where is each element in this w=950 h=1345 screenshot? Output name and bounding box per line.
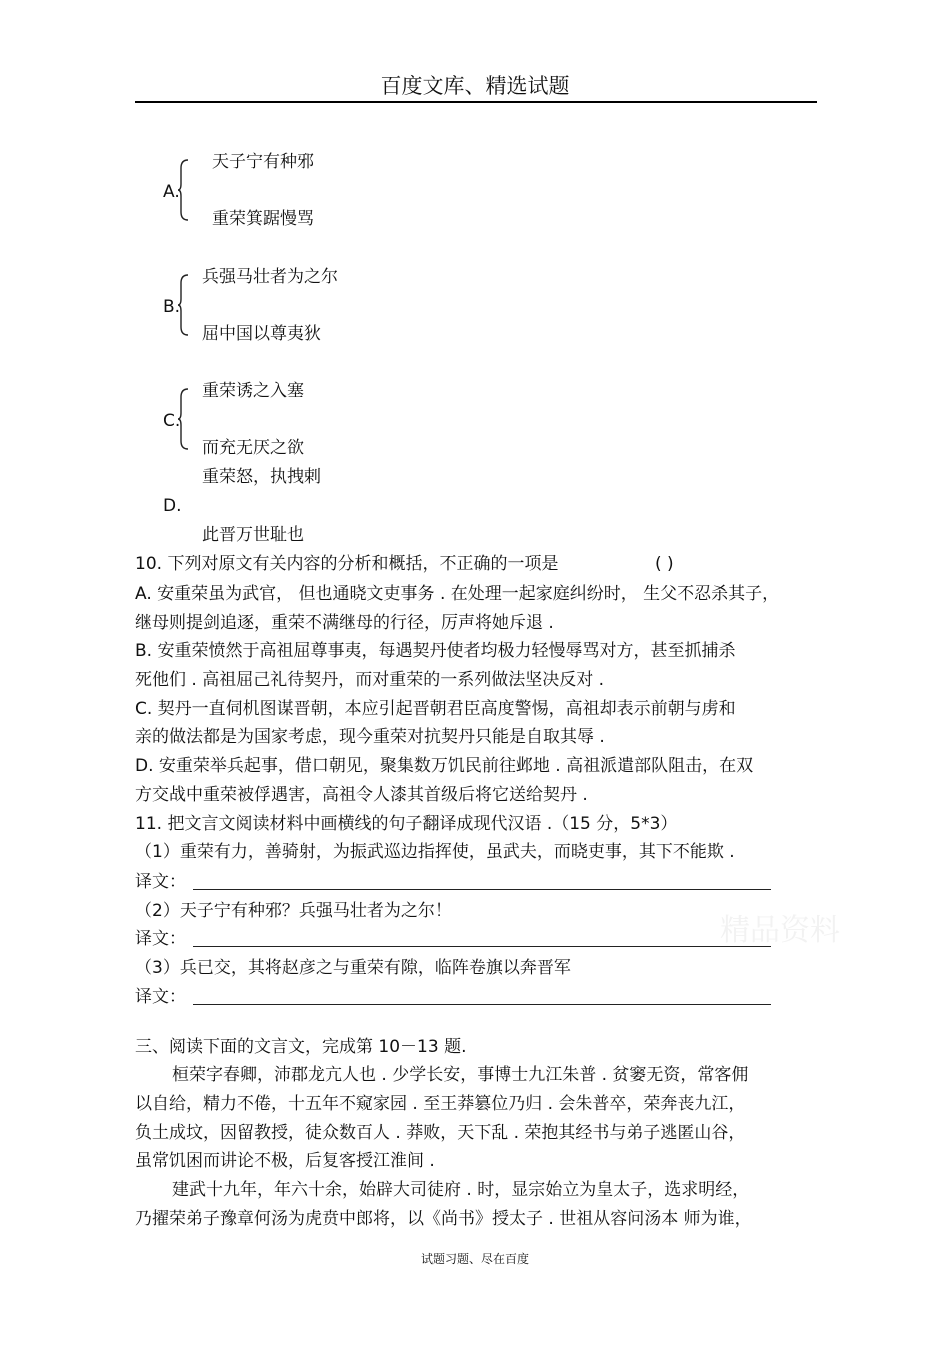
- q10-answer-paren: ( ): [655, 554, 674, 574]
- option-a-line2: 重荣箕踞慢骂: [212, 209, 314, 229]
- q10-stem: 10. 下列对原文有关内容的分析和概括，不正确的一项是: [135, 554, 559, 574]
- q10-line: C. 契丹一直伺机图谋晋朝，本应引起晋朝君臣高度警惕，高祖却表示前朝与虏和: [135, 699, 736, 719]
- section3-paragraph-line: 以自给，精力不倦，十五年不窥家园 . 至王莽篡位乃归 . 会朱普卒，荣奔丧九江，: [135, 1094, 746, 1114]
- q11-answer-line-1[interactable]: [193, 889, 771, 890]
- option-b-line1: 兵强马壮者为之尔: [202, 267, 338, 287]
- section3-paragraph-line: 桓荣字春卿，沛郡龙亢人也 . 少学长安，事博士九江朱普 . 贫窭无资，常客佣: [172, 1065, 749, 1085]
- option-d-line1: 重荣怒，执拽剌: [202, 467, 321, 487]
- option-c-line2: 而充无厌之欲: [202, 438, 304, 458]
- q11-answer-line-2[interactable]: [193, 946, 771, 947]
- option-d-line2: 此晋万世耻也: [202, 525, 304, 545]
- option-d-letter: D.: [163, 496, 182, 516]
- q10-line: B. 安重荣愤然于高祖屈尊事夷，每遇契丹使者均极力轻慢辱骂对方，甚至抓捕杀: [135, 641, 736, 661]
- option-c-letter: C.: [163, 411, 181, 431]
- q11-answer-label-3: 译文：: [135, 987, 186, 1007]
- q11-answer-label-1: 译文：: [135, 872, 186, 892]
- page-footer: 试题习题、尽在百度: [420, 1252, 529, 1266]
- q10-line: 死他们 . 高祖屈己礼待契丹，而对重荣的一系列做法坚决反对 .: [135, 670, 605, 690]
- q11-item-2: （2）天子宁有种邪？兵强马壮者为之尔！: [135, 901, 452, 921]
- watermark: 精品资料: [720, 913, 840, 948]
- q10-line: 方交战中重荣被俘遇害，高祖令人漆其首级后将它送给契丹 .: [135, 785, 588, 805]
- q10-line: 继母则提剑追逐，重荣不满继母的行径，厉声将她斥退 .: [135, 613, 554, 633]
- option-c-brace: [178, 387, 188, 451]
- section3-paragraph-line: 负土成坟，因留教授，徒众数百人 . 莽败，天下乱 . 荣抱其经书与弟子逃匿山谷，: [135, 1123, 746, 1143]
- q11-answer-line-3[interactable]: [193, 1004, 771, 1005]
- option-b-brace: [178, 273, 188, 337]
- option-b-line2: 屈中国以尊夷狄: [202, 324, 321, 344]
- header-rule: [135, 101, 817, 103]
- option-a-brace: [178, 158, 188, 222]
- section3-heading: 三、阅读下面的文言文，完成第 10－13 题.: [135, 1037, 467, 1057]
- option-c-line1: 重荣诱之入塞: [202, 381, 304, 401]
- option-a-letter: A.: [163, 182, 180, 202]
- q10-line: D. 安重荣举兵起事，借口朝见，聚集数万饥民前往邺地 . 高祖派遣部队阻击，在双: [135, 756, 754, 776]
- section3-paragraph-line: 虽常饥困而讲论不极，后复客授江淮间 .: [135, 1151, 435, 1171]
- page-header-title: 百度文库、精选试题: [380, 74, 570, 98]
- section3-paragraph-line: 建武十九年，年六十余，始辟大司徒府 . 时，显宗始立为皇太子，选求明经，: [172, 1180, 750, 1200]
- option-b-letter: B.: [163, 297, 181, 317]
- q10-line: 亲的做法都是为国家考虑，现今重荣对抗契丹只能是自取其辱 .: [135, 727, 605, 747]
- section3-paragraph-line: 乃擢荣弟子豫章何汤为虎贲中郎将，以《尚书》授太子 . 世祖从容问汤本 师为谁，: [135, 1209, 752, 1229]
- q10-line: A. 安重荣虽为武官， 但也通晓文吏事务 . 在处理一起家庭纠纷时， 生父不忍杀其子，: [135, 584, 780, 604]
- option-a-line1: 天子宁有种邪: [212, 152, 314, 172]
- q11-item-3: （3）兵已交，其将赵彦之与重荣有隙，临阵卷旗以奔晋军: [135, 958, 571, 978]
- q11-answer-label-2: 译文：: [135, 929, 186, 949]
- q11-stem: 11. 把文言文阅读材料中画横线的句子翻译成现代汉语 .（15 分，5*3）: [135, 814, 678, 834]
- q11-item-1: （1）重荣有力，善骑射，为振武巡边指挥使，虽武夫，而晓吏事，其下不能欺 .: [135, 842, 735, 862]
